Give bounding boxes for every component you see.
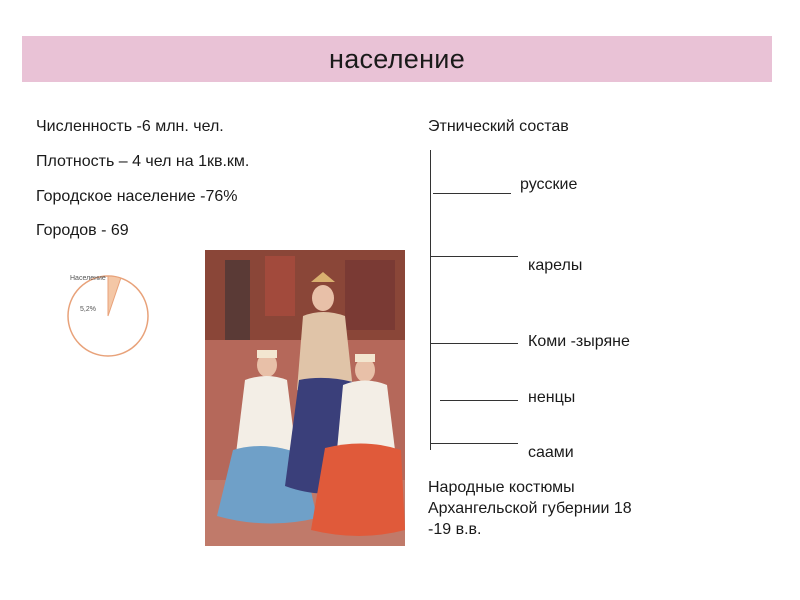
ethnic-group-komi: Коми -зыряне <box>528 333 630 350</box>
folk-costumes-photo <box>205 250 405 546</box>
ethnic-tree-branch <box>431 343 518 344</box>
stat-cities: Городов - 69 <box>36 222 129 239</box>
caption-line: Архангельской губернии 18 <box>428 500 632 517</box>
ethnic-group-russians: русские <box>520 176 578 193</box>
folk-costumes-illustration <box>205 250 405 546</box>
ethnic-tree-branch <box>431 443 518 444</box>
stat-population: Численность -6 млн. чел. <box>36 118 224 135</box>
pie-chart-title: Население <box>70 275 106 282</box>
ethnic-tree-branch <box>433 193 511 194</box>
stat-density: Плотность – 4 чел на 1кв.км. <box>36 153 250 170</box>
photo-caption <box>428 477 728 540</box>
ethnic-tree-branch <box>440 400 518 401</box>
caption-line: -19 в.в. <box>428 521 482 538</box>
ethnic-tree-vertical-line <box>430 150 431 450</box>
pie-slice-label: 5,2% <box>80 306 96 313</box>
ethnic-tree-branch <box>431 256 518 257</box>
stat-urban-population: Городское население -76% <box>36 188 238 205</box>
pie-svg <box>62 270 154 362</box>
caption-line: Народные костюмы <box>428 479 575 496</box>
ethnic-composition-heading: Этнический состав <box>428 118 569 135</box>
ethnic-group-nenets: ненцы <box>528 389 576 406</box>
page-title: население <box>328 43 466 74</box>
title-bar <box>22 36 772 82</box>
ethnic-group-sami: саами <box>528 444 574 461</box>
ethnic-group-karelians: карелы <box>528 257 583 274</box>
population-pie-chart <box>62 270 154 362</box>
